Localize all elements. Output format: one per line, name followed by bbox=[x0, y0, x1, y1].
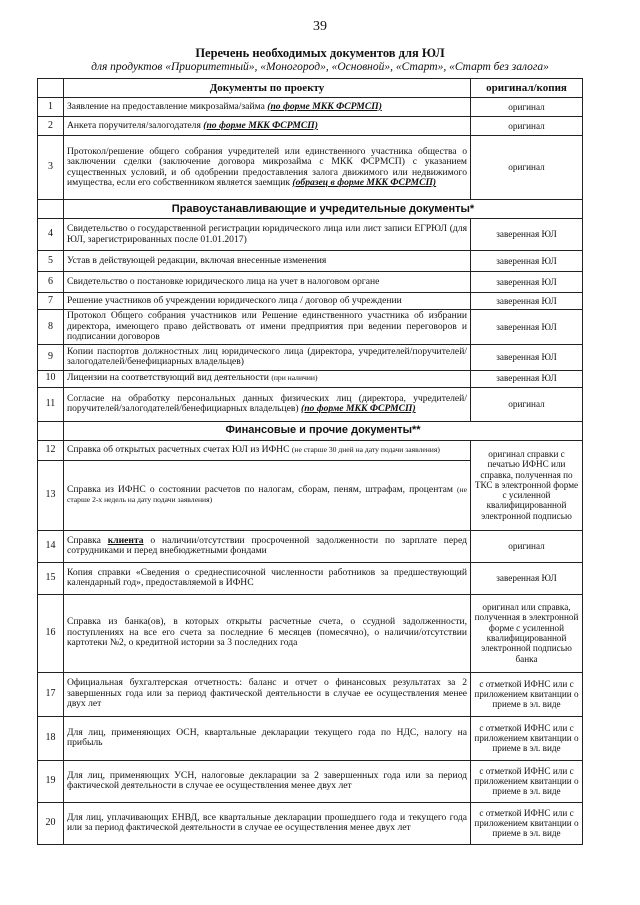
row-document bbox=[64, 117, 471, 136]
row-status: оригинал bbox=[471, 136, 583, 200]
section-title-financial: Финансовые и прочие документы** bbox=[64, 421, 583, 440]
row-document-highlight: клиента bbox=[107, 534, 144, 546]
row-status: с отметкой ИФНС или с приложением квитанции о приеме в эл. виде bbox=[471, 672, 583, 716]
row-document bbox=[64, 136, 471, 200]
row-document-text: Согласие на обработку персональных данных физических лиц (директора, учредителей/поручителей/залогодателей/бенефициарных владельцев) bbox=[67, 392, 467, 414]
row-document bbox=[64, 460, 471, 530]
table-row bbox=[38, 716, 583, 760]
row-number: 13 bbox=[38, 460, 64, 530]
table-row bbox=[38, 117, 583, 136]
row-document-form-ref: (по форме МКК ФСРМСП) bbox=[267, 100, 382, 112]
row-number: 5 bbox=[38, 251, 64, 272]
section-row-financial bbox=[38, 421, 583, 440]
document-title: Перечень необходимых документов для ЮЛ bbox=[195, 46, 445, 60]
row-status: оригинал bbox=[471, 387, 583, 421]
row-status: оригинал bbox=[471, 530, 583, 562]
row-document: Решение участников об учреждении юридического лица / договор об учреждении bbox=[64, 293, 471, 310]
header-number-cell bbox=[38, 79, 64, 98]
row-document-note: (не старше 30 дней на дату подачи заявления) bbox=[291, 444, 440, 454]
row-status: заверенная ЮЛ bbox=[471, 251, 583, 272]
header-documents: Документы по проекту bbox=[64, 79, 471, 98]
section-number-cell bbox=[38, 200, 64, 219]
table-row bbox=[38, 251, 583, 272]
table-row bbox=[38, 672, 583, 716]
table-row bbox=[38, 387, 583, 421]
row-number: 20 bbox=[38, 802, 64, 844]
table-row bbox=[38, 136, 583, 200]
row-number: 1 bbox=[38, 98, 64, 117]
table-row bbox=[38, 802, 583, 844]
row-status-merged: оригинал справки с печатью ИФНС или справка, полученная по ТКС в электронной форме с усиленной квалифицированной электронной подписью bbox=[471, 440, 583, 530]
row-status: с отметкой ИФНС или с приложением квитанции о приеме в эл. виде bbox=[471, 802, 583, 844]
section-number-cell bbox=[38, 421, 64, 440]
row-document bbox=[64, 440, 471, 460]
row-document: Копия справки «Сведения о среднесписочной численности работников за предшествующий календарный год», предоставляемой в ИФНС bbox=[64, 562, 471, 594]
row-document: Официальная бухгалтерская отчетность: баланс и отчет о финансовых результатах за 2 завершенных года или за период фактической деятельности в случае ее осуществления менее двух лет bbox=[64, 672, 471, 716]
row-document bbox=[64, 387, 471, 421]
row-document-text: Анкета поручителя/залогодателя bbox=[67, 119, 204, 131]
table-row bbox=[38, 530, 583, 562]
table-row bbox=[38, 440, 583, 460]
row-status: оригинал bbox=[471, 117, 583, 136]
row-document-form-ref: (образец в форме МКК ФСРМСП) bbox=[292, 177, 437, 188]
row-document: Устав в действующей редакции, включая внесенные изменения bbox=[64, 251, 471, 272]
row-status: заверенная ЮЛ bbox=[471, 370, 583, 387]
row-number: 19 bbox=[38, 760, 64, 802]
row-number: 8 bbox=[38, 310, 64, 345]
row-document: Свидетельство о постановке юридического лица на учет в налоговом органе bbox=[64, 272, 471, 293]
row-document-text: Заявление на предоставление микрозайма/займа bbox=[67, 100, 268, 112]
row-document-text: Справка из ИФНС о состоянии расчетов по налогам, сборам, пеням, штрафам, процентам bbox=[67, 483, 458, 495]
row-document: Справка из банка(ов), в которых открыты расчетные счета, о ссудной задолженности, поступлениях на все его счета за последние 6 месяцев (помесячно), о наличии/отсутствии картотеки №2, о кредитной истории за 3 последних года bbox=[64, 594, 471, 672]
row-document: Для лиц, уплачивающих ЕНВД, все квартальные декларации прошедшего года и текущего года или за период фактической деятельности в случае ее осуществления менее двух лет bbox=[64, 802, 471, 844]
row-status: заверенная ЮЛ bbox=[471, 562, 583, 594]
table-row bbox=[38, 562, 583, 594]
table-header-row bbox=[38, 79, 583, 98]
page-number: 39 bbox=[313, 19, 327, 34]
row-number: 17 bbox=[38, 672, 64, 716]
section-row-legal bbox=[38, 200, 583, 219]
row-status: заверенная ЮЛ bbox=[471, 219, 583, 251]
table-row bbox=[38, 310, 583, 345]
row-document-form-ref: (по форме МКК ФСРМСП) bbox=[203, 119, 318, 131]
row-number: 7 bbox=[38, 293, 64, 310]
row-document-text: Справка bbox=[67, 534, 108, 546]
row-number: 15 bbox=[38, 562, 64, 594]
row-document: Протокол Общего собрания участников или Решение единственного участника об избрании директора, имеющего право действовать от имени предприятия при ведении переговоров и подписании договоров bbox=[64, 310, 471, 345]
row-status: заверенная ЮЛ bbox=[471, 344, 583, 370]
row-document bbox=[64, 98, 471, 117]
section-title-legal: Правоустанавливающие и учредительные документы* bbox=[64, 200, 583, 219]
row-document-text-rest: о наличии/отсутствии просроченной задолженности по зарплате перед сотрудниками и перед внебюджетными фондами bbox=[67, 534, 467, 556]
table-row bbox=[38, 760, 583, 802]
table-row bbox=[38, 272, 583, 293]
table-row bbox=[38, 594, 583, 672]
row-status: заверенная ЮЛ bbox=[471, 310, 583, 345]
row-number: 12 bbox=[38, 440, 64, 460]
row-document: Для лиц, применяющих ОСН, квартальные декларации текущего года по НДС, налогу на прибыль bbox=[64, 716, 471, 760]
row-status: с отметкой ИФНС или с приложением квитанции о приеме в эл. виде bbox=[471, 716, 583, 760]
row-document-form-ref: (по форме МКК ФСРМСП) bbox=[301, 403, 416, 414]
row-document bbox=[64, 370, 471, 387]
row-number: 3 bbox=[38, 136, 64, 200]
row-number: 11 bbox=[38, 387, 64, 421]
row-status: оригинал или справка, полученная в электронной форме с усиленной квалифицированной электронной подписью банка bbox=[471, 594, 583, 672]
row-document-note: (при наличии) bbox=[271, 373, 318, 383]
row-status: заверенная ЮЛ bbox=[471, 293, 583, 310]
row-status: с отметкой ИФНС или с приложением квитанции о приеме в эл. виде bbox=[471, 760, 583, 802]
table-row bbox=[38, 219, 583, 251]
table-row bbox=[38, 293, 583, 310]
row-document bbox=[64, 530, 471, 562]
row-document: Для лиц, применяющих УСН, налоговые декларации за 2 завершенных года или за период фактической деятельности в случае ее осуществления менее двух лет bbox=[64, 760, 471, 802]
row-number: 16 bbox=[38, 594, 64, 672]
row-document-text: Справка об открытых расчетных счетах ЮЛ из ИФНС bbox=[67, 443, 292, 455]
row-number: 18 bbox=[38, 716, 64, 760]
row-status: заверенная ЮЛ bbox=[471, 272, 583, 293]
row-number: 10 bbox=[38, 370, 64, 387]
table-row bbox=[38, 370, 583, 387]
row-document-text: Лицензии на соответствующий вид деятельности bbox=[67, 372, 272, 384]
table-row bbox=[38, 344, 583, 370]
row-document: Свидетельство о государственной регистрации юридического лица или лист записи ЕГРЮЛ (для ЮЛ, зарегистрированных после 01.01.2017) bbox=[64, 219, 471, 251]
row-number: 2 bbox=[38, 117, 64, 136]
documents-table bbox=[37, 78, 583, 845]
header-original-copy: оригинал/копия bbox=[471, 79, 583, 98]
row-number: 4 bbox=[38, 219, 64, 251]
table-row bbox=[38, 98, 583, 117]
row-document-text: Протокол/решение общего собрания учредителей или единственного участника общества о заключении сделки (заключение договора микрозайма с МКК ФСРМСП) с указанием существенных условий, и об одобрении предоставления залога движимого или недвижимого имущества, если его собственником является заемщик bbox=[67, 145, 467, 188]
document-subtitle: для продуктов «Приоритетный», «Моногород», «Основной», «Старт», «Старт без залога» bbox=[91, 61, 549, 73]
row-number: 6 bbox=[38, 272, 64, 293]
row-status: оригинал bbox=[471, 98, 583, 117]
row-document-note: (не старше 2-х недель на дату подачи заявления) bbox=[67, 484, 467, 504]
row-number: 9 bbox=[38, 344, 64, 370]
row-document: Копии паспортов должностных лиц юридического лица (директора, учредителей/поручителей/залогодателей/бенефициарных владельцев) bbox=[64, 344, 471, 370]
row-number: 14 bbox=[38, 530, 64, 562]
